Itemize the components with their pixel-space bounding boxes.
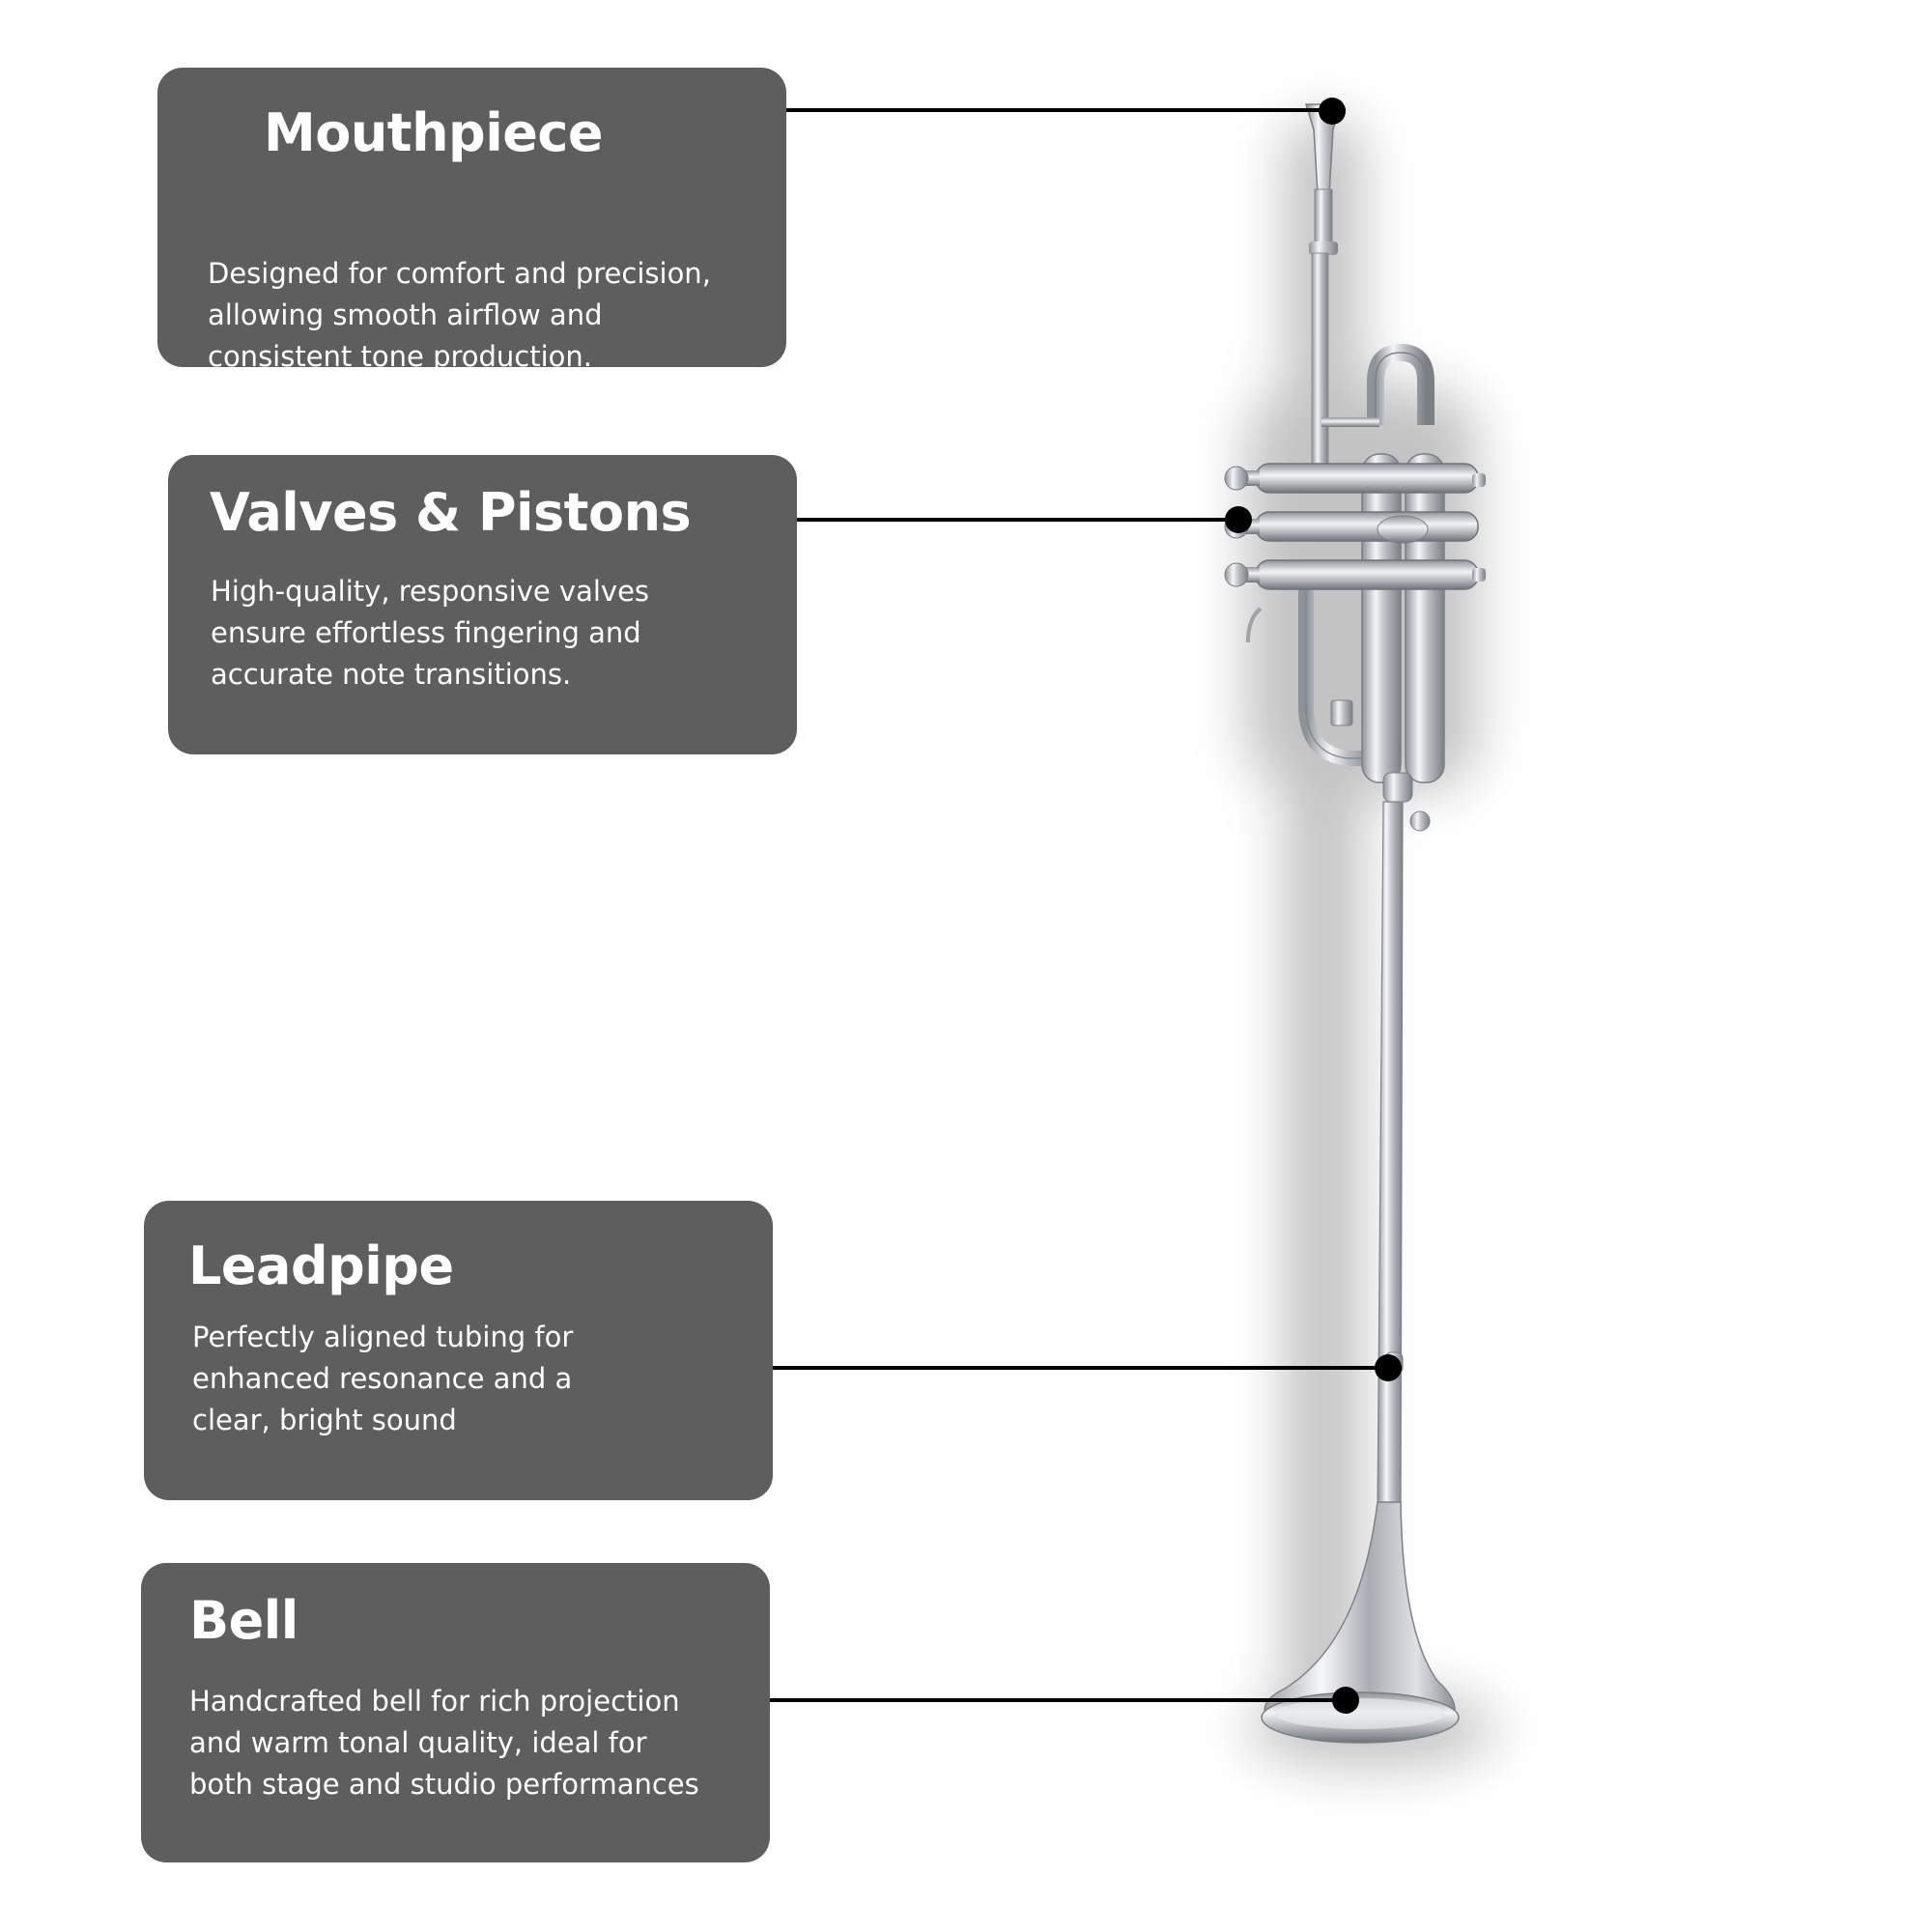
mouthpiece-title: Mouthpiece	[264, 102, 603, 163]
leadpipe-description: Perfectly aligned tubing for enhanced resonance and a clear, bright sound	[192, 1321, 574, 1436]
leadpipe-callout	[144, 1201, 773, 1500]
leadpipe-part	[1378, 802, 1403, 1507]
valves-description: High-quality, responsive valves ensure effortless fingering and accurate note transitions.	[211, 575, 650, 691]
valves-callout	[168, 455, 797, 754]
leadpipe-title: Leadpipe	[188, 1236, 454, 1296]
mouthpiece-callout	[157, 68, 786, 373]
mouthpiece-description: Designed for comfort and precision, allowing smooth airflow and consistent tone production.	[208, 257, 711, 373]
bell-callout	[141, 1563, 770, 1862]
valves-title: Valves & Pistons	[210, 482, 692, 543]
bell-description: Handcrafted bell for rich projection and warm tonal quality, ideal for both stage and studio performances	[189, 1685, 699, 1801]
mouthpiece-anchor-dot	[1319, 98, 1346, 125]
bell-anchor-dot	[1332, 1687, 1359, 1714]
valves-anchor-dot	[1225, 506, 1252, 533]
bell-title: Bell	[189, 1590, 298, 1651]
leadpipe-anchor-dot	[1375, 1354, 1402, 1381]
